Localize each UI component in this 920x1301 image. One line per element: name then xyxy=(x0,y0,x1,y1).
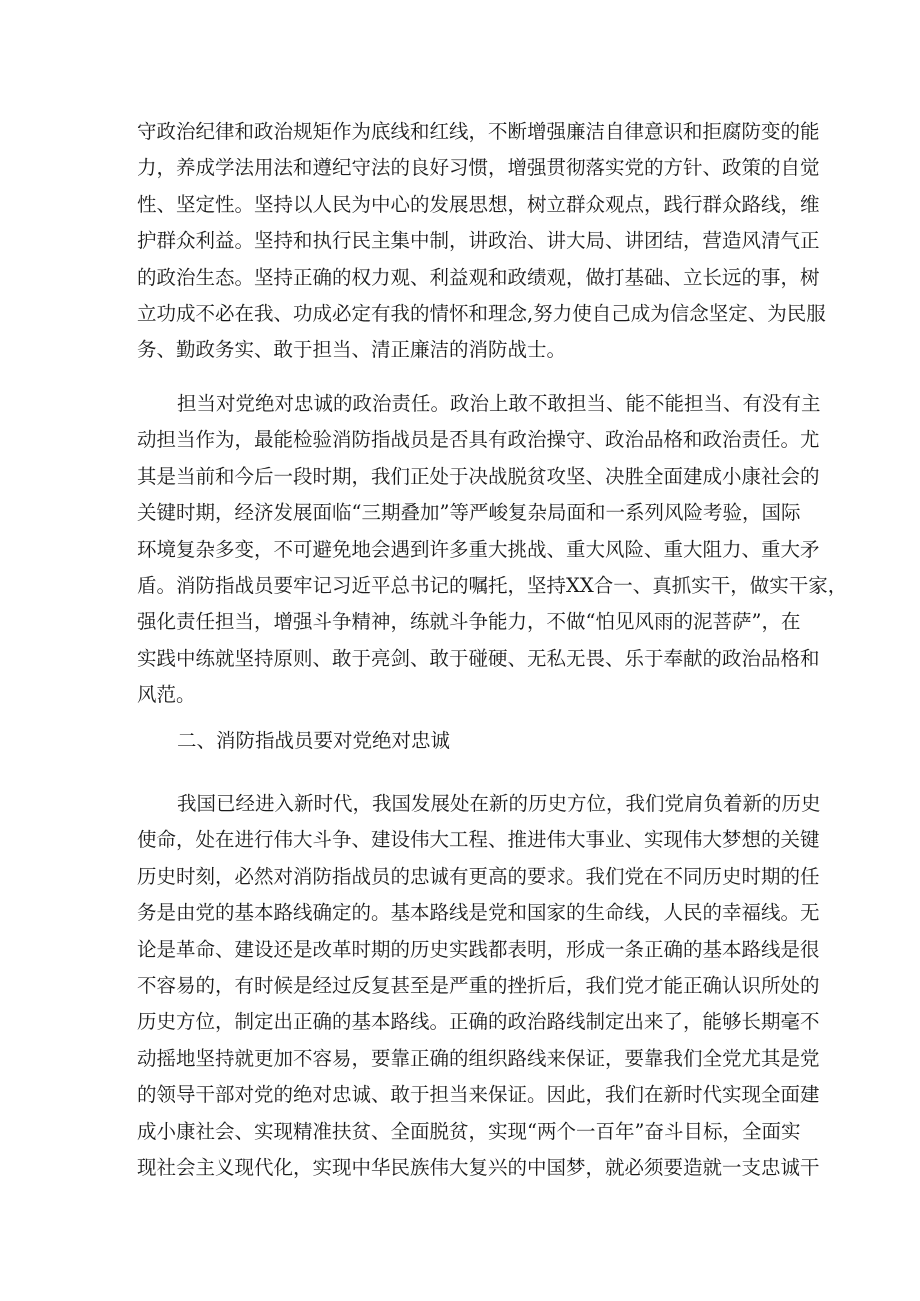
paragraph-line: 论是革命、建设还是改革时期的历史实践都表明，形成一条正确的基本路线是很 xyxy=(137,937,820,961)
paragraph-line: 护群众利益。坚持和执行民主集中制，讲政治、讲大局、讲团结，营造风清气正 xyxy=(137,229,820,253)
paragraph-line: 关键时期，经济发展面临“三期叠加”等严峻复杂局面和一系列风险考验，国际 xyxy=(137,501,801,525)
paragraph-2 xyxy=(137,386,848,714)
paragraph-line: 历史时刻，必然对消防指战员的忠诚有更高的要求。我们党在不同历史时期的任 xyxy=(137,864,820,888)
paragraph-line: 使命，处在进行伟大斗争、建设伟大工程、推进伟大事业、实现伟大梦想的关键 xyxy=(137,828,820,852)
paragraph-line: 风范。 xyxy=(137,683,196,707)
paragraph-line: 务、勤政务实、敢于担当、清正廉洁的消防战士。 xyxy=(137,338,567,362)
paragraph-3 xyxy=(137,786,821,1186)
paragraph-line: 实践中练就坚持原则、敢于亮剑、敢于碰硬、无私无畏、乐于奉献的政治品格和 xyxy=(137,646,820,670)
section-heading: 二、消防指战员要对党绝对忠诚 xyxy=(177,729,451,752)
paragraph-line: 的政治生态。坚持正确的权力观、利益观和政绩观，做打基础、立长远的事，树 xyxy=(137,265,820,289)
paragraph-line: 务是由党的基本路线确定的。基本路线是党和国家的生命线，人民的幸福线。无 xyxy=(137,901,820,925)
paragraph-line: 历史方位，制定出正确的基本路线。正确的政治路线制定出来了，能够长期毫不 xyxy=(137,1010,820,1034)
paragraph-line: 环境复杂多变，不可避免地会遇到许多重大挑战、重大风险、重大阻力、重大矛 xyxy=(137,537,820,561)
paragraph-line: 动摇地坚持就更加不容易，要靠正确的组织路线来保证，要靠我们全党尤其是党 xyxy=(137,1046,820,1070)
paragraph-line: 不容易的，有时候是经过反复甚至是严重的挫折后，我们党才能正确认识所处的 xyxy=(137,973,820,997)
paragraph-line: 盾。消防指战员要牢记习近平总书记的嘱托，坚持XX合一、真抓实干，做实干家， xyxy=(137,573,848,597)
paragraph-line: 性、坚定性。坚持以人民为中心的发展思想，树立群众观点，践行群众路线，维 xyxy=(137,192,820,216)
paragraph-line: 强化责任担当，增强斗争精神，练就斗争能力，不做“怕见风雨的泥菩萨”，在 xyxy=(137,610,801,634)
paragraph-line: 其是当前和今后一段时期，我们正处于决战脱贫攻坚、决胜全面建成小康社会的 xyxy=(137,464,820,488)
paragraph-line: 力，养成学法用法和遵纪守法的良好习惯，增强贯彻落实党的方针、政策的自觉 xyxy=(137,156,820,180)
paragraph-line: 我国已经进入新时代，我国发展处在新的历史方位，我们党肩负着新的历史 xyxy=(177,792,821,815)
paragraph-line: 动担当作为，最能检验消防指战员是否具有政治操守、政治品格和政治责任。尤 xyxy=(137,428,820,452)
paragraph-line: 现社会主义现代化，实现中华民族伟大复兴的中国梦，就必须要造就一支忠诚干 xyxy=(137,1155,820,1179)
paragraph-line: 担当对党绝对忠诚的政治责任。政治上敢不敢担当、能不能担当、有没有主 xyxy=(177,392,821,415)
paragraph-line: 的领导干部对党的绝对忠诚、敢于担当来保证。因此，我们在新时代实现全面建 xyxy=(137,1083,820,1107)
paragraph-line: 成小康社会、实现精准扶贫、全面脱贫，实现“两个一百年”奋斗目标，全面实 xyxy=(137,1119,801,1143)
paragraph-line: 守政治纪律和政治规矩作为底线和红线，不断增强廉洁自律意识和拒腐防变的能 xyxy=(137,120,820,143)
paragraph-1 xyxy=(137,114,826,369)
paragraph-line: 立功成不必在我、功成必定有我的情怀和理念,努力使自己成为信念坚定、为民服 xyxy=(137,301,826,325)
